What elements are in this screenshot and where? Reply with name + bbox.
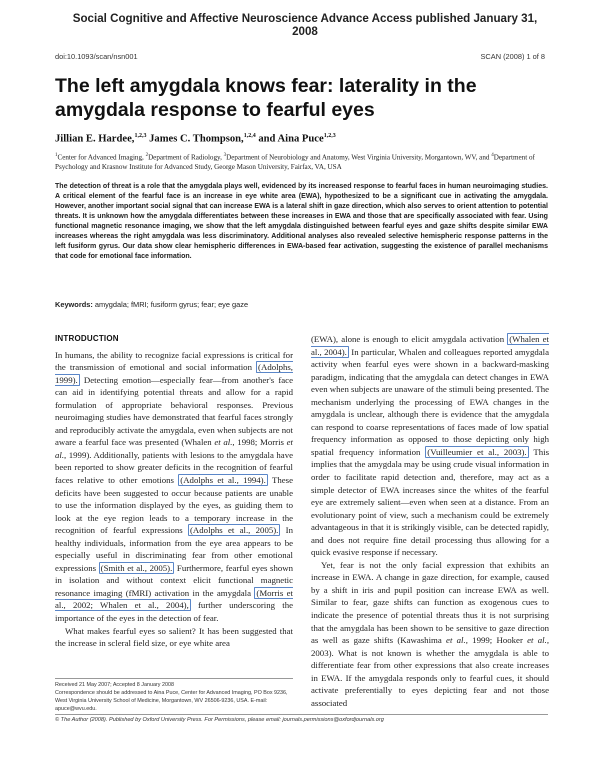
author-list bbox=[55, 133, 336, 145]
body-text: In humans, the ability to recognize facial expressions is critical for the transmission of emotional and social information bbox=[55, 349, 293, 373]
body-text: , 1999). Additionally, patients with lesions to the amygdala have been reported to show greater deficits in the recognition of fearful faces relative to other emotions bbox=[55, 449, 293, 486]
author-affil-sup: 1,2,4 bbox=[243, 133, 256, 139]
body-text: Furthermore, fearful eyes shown in isolation and without context elicit functional magnetic resonance imaging (fMRI) activation in the amygdala bbox=[55, 562, 294, 598]
body-italic: et al. bbox=[55, 437, 293, 460]
body-column-right bbox=[311, 333, 549, 709]
body-text: In healthy individuals, information from the eye area appears to be especially useful in discriminating fear from other emotional expressions bbox=[55, 525, 293, 573]
citation-link[interactable]: (Morris et al., 2002; Whalen et al., 2004), bbox=[55, 587, 293, 611]
body-text: (EWA), alone is enough to elicit amygdala activation bbox=[311, 334, 508, 344]
affil-text: Department of Psychology and Krasnow Institute for Advanced Study, George Mason University, Fairfax, VA, USA bbox=[55, 153, 535, 172]
author-thompson: James C. Thompson, bbox=[146, 133, 244, 145]
affil-sup: 2 bbox=[145, 153, 149, 158]
body-italic: et al. bbox=[446, 635, 466, 646]
author-puce: and Aina Puce bbox=[255, 133, 324, 145]
body-paragraph: What makes fearful eyes so salient? It has been suggested that the increase in scleral field size, or eye white area bbox=[55, 625, 293, 649]
body-text: This implies that the amygdala may be using crude visual information in order to facilitate rapid detection and, therefore, may act as a simple detector of EWA increases since the whites of the fearful eye are extremely salient—even when seen at a distance. From an evolutionary point of view, such a mechanism could be extremely advantageous in that it is strikingly visible, can be detected rapidly, and does not require fine detail processing thus allowing for a quick evasive response if necessary. bbox=[311, 446, 549, 558]
abstract: The detection of threat is a role that the amygdala plays well, evidenced by its increased response to fearful faces in human neuroimaging studies. A critical element of the fearful face is an increase in eye white area (EWA), hypothesized to be a significant cue in activating the amygdala. However, another important social signal that can increase EWA is a lateral shift in gaze direction, which also serves to orient attention to potential threats. It is unknown how the amygdala differentiates between these increases in EWA and those that are specifically associated with fear. Using functional magnetic resonance imaging, we show that the left amygdala distinguished between fearful eyes and gaze shifts despite similar EWA increases whereas the right amygdala was less discriminatory. Additional analyses also revealed selective hemispheric response patterns in the left fusiform gyrus. Our data show clear hemispheric differences in EWA-based fear activation, suggesting the existence of parallel mechanisms that code for emotional face information. bbox=[55, 183, 548, 261]
body-text: Detecting emotion—especially fear—from another's face can aid in identifying potential threats and allow for a rapid formulation of appropriate behavioral responses. Previous neuroimaging studies have demonstrated that fearful faces strongly and reproducibly activate the amygdala, even when subjects are not aware a fearful face was presented (Whalen bbox=[55, 374, 293, 448]
author-affil-sup: 1,2,3 bbox=[134, 133, 147, 139]
body-paragraph bbox=[311, 333, 549, 559]
footnotes bbox=[55, 681, 293, 713]
body-text: , 1999; Hooker bbox=[465, 635, 528, 646]
citation-link[interactable]: (Adolphs et al., 1994). bbox=[180, 475, 266, 486]
body-text: These deficits have been suggested to occur because patients are unable to use the information displayed by the eyes, as guiding them to look at the eye region leads to a temporary increase in the recognition of fearful expressions bbox=[55, 475, 294, 536]
body-column-left bbox=[55, 333, 293, 650]
body-text: In particular, Whalen and colleagues reported amygdala activity when fearful eyes were shown in a backward-masking paradigm, indicating that the amygdala can detect changes in EWA even when subjects are unaware of the stimuli being presented. The mechanism underlying the processing of EWA changes in the amygdala is unclear, although there is evidence that the amygdala can respond to coarse representations of faces made of low spatial frequency information as opposed to those depicting only high spatial frequency information bbox=[311, 346, 550, 457]
body-italic: et al. bbox=[214, 437, 233, 448]
author-hardee: Jillian E. Hardee, bbox=[55, 133, 135, 145]
footnote-correspondence: Correspondence should be addressed to Aina Puce, Center for Advanced Imaging, PO Box 9236, West Virginia University School of Medicine, Morgantown, WV 26506-9236, USA. E-mail: apuce@wvu.edu. bbox=[55, 690, 288, 713]
paper-title: The left amygdala knows fear: laterality in the amygdala response to fearful eyes bbox=[55, 75, 477, 121]
author-affil-sup: 1,2,3 bbox=[323, 133, 336, 139]
keywords-text: amygdala; fMRI; fusiform gyrus; fear; eye gaze bbox=[92, 300, 249, 309]
body-text: Yet, fear is not the only facial expression that exhibits an increase in EWA. A change in gaze direction, for example, caused by a shift in iris and pupil position can increase EWA as well. Similar to fear, gaze shifts can function as exogenous cues to indicate the presence of potential threats thus it is not surprising that the amygdala has been shown to be sensitive to gaze direction as well as gaze shifts (Kawashima bbox=[311, 559, 549, 646]
body-italic: et al. bbox=[527, 635, 547, 646]
citation-link[interactable]: (Vuilleumier et al., 2003). bbox=[427, 446, 527, 457]
copyright-divider bbox=[55, 714, 548, 715]
citation-link[interactable]: (Adolphs et al., 2005). bbox=[189, 525, 279, 536]
keywords-label: Keywords: bbox=[55, 300, 93, 309]
body-paragraph bbox=[311, 559, 549, 710]
citation-link[interactable]: (Whalen et al., 2004). bbox=[311, 334, 549, 357]
citation-link[interactable]: (Smith et al., 2005). bbox=[100, 562, 173, 573]
copyright-notice: © The Author (2008). Published by Oxford University Press. For Permissions, please email: journals.permissions@oxfordjournals.org bbox=[55, 717, 384, 723]
affil-text: Center for Advanced Imaging, bbox=[57, 153, 146, 162]
journal-banner: Social Cognitive and Affective Neuroscience Advance Access published January 31, 2008 bbox=[72, 12, 538, 38]
affiliations bbox=[55, 151, 550, 172]
body-text: further underscoring the importance of the eyes in the detection of fear. bbox=[55, 600, 293, 624]
affil-sup: 4 bbox=[491, 153, 494, 158]
affil-text: Department of Radiology, bbox=[148, 153, 224, 162]
body-paragraph bbox=[55, 349, 293, 625]
footnote-received: Received 21 May 2007; Accepted 8 January 2008 bbox=[55, 682, 174, 688]
section-heading-introduction: INTRODUCTION bbox=[55, 334, 119, 343]
citation-link[interactable]: (Adolphs, 1999). bbox=[55, 362, 293, 385]
page-reference: SCAN (2008) 1 of 8 bbox=[480, 52, 545, 61]
body-text: , 2003). What is not known is whether the amygdala is able to differentiate fear from other expressions that also create increases in EWA. If the amygdala responds only to fearful cues, it should activate preferentially to eyes depicting fear and not those associated bbox=[311, 635, 550, 708]
affil-sup: 3 bbox=[223, 153, 227, 158]
doi-link[interactable]: doi:10.1093/scan/nsn001 bbox=[55, 52, 138, 61]
footnote-divider bbox=[55, 678, 293, 679]
affil-sup: 1 bbox=[55, 153, 58, 158]
keywords bbox=[55, 300, 248, 309]
body-text: , 1998; Morris bbox=[232, 437, 287, 448]
affil-text: Department of Neurobiology and Anatomy, West Virginia University, Morgantown, WV, and bbox=[226, 153, 492, 162]
